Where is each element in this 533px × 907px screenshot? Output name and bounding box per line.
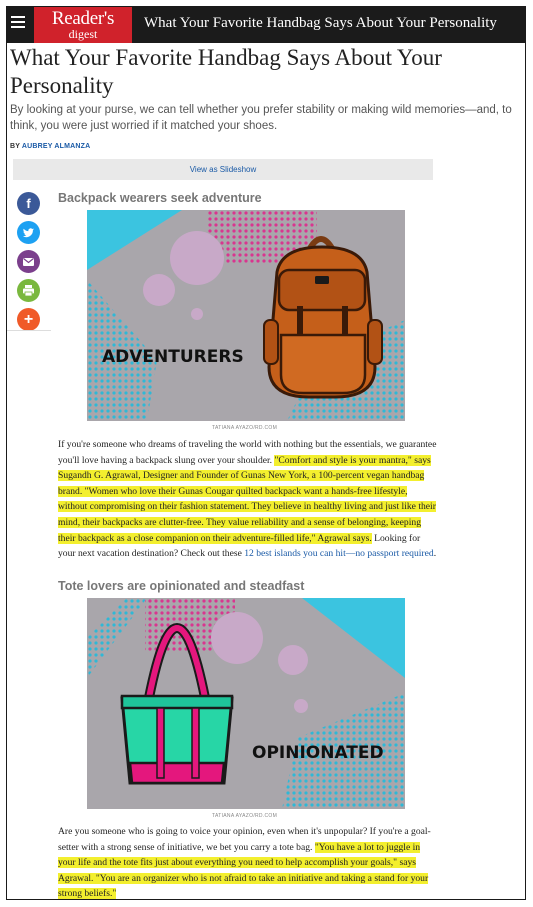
page-title: What Your Favorite Handbag Says About Your Personality [10,45,442,98]
paragraph-text: . [433,548,437,560]
author-link[interactable]: AUBREY ALMANZA [21,143,91,150]
highlighted-quote: "Comfort and style is your mantra," says Sugandh G. Agrawal, Designer and Founder of Gunas New York, a 100-percent vegan handbag brand. "Women who love their Gunas Cougar quilted backpack want a hands-free lifestyle, without compromising on their fashion statement. They believe in healthy living and just like their mind, their backpacks are clutter-free. They value reliability and a sense of belonging, keeping their backpack as a close companion on their adventure-filled life," Agrawal says. [58,454,436,544]
image-credit: TATIANA AYAZO/RD.COM [212,813,278,819]
highlighted-quote: "You have a lot to juggle in your life and the tote fits just about everything you need to help accomplish your goals," says Agrawal. "You are an organizer who is not afraid to take an initiative and taking a stand for your strong beliefs." [58,841,429,900]
twitter-icon [17,221,40,244]
section-paragraph-tote [58,824,438,900]
section-heading-backpack: Backpack wearers seek adventure [58,191,262,205]
opinionated-label: OPINIONATED [252,743,384,763]
byline-prefix: BY [10,143,20,150]
site-header [7,7,525,43]
more-share-button[interactable] [17,308,40,331]
header-article-title: What Your Favorite Handbag Says About Your Personality [144,15,497,31]
readers-digest-logo[interactable] [34,7,132,43]
section-paragraph-backpack [58,437,438,562]
paragraph-text: Looking for your next vacation destination? Check out these [58,532,421,560]
plus-icon: + [23,311,34,328]
adventurers-label: ADVENTURERS [102,347,244,367]
share-rail-divider [7,330,51,331]
printer-icon [17,279,40,302]
print-share-button[interactable] [17,279,40,302]
logo-subtitle: digest [68,27,98,41]
tote-illustration [87,598,405,809]
twitter-share-button[interactable] [17,221,40,244]
islands-link[interactable]: 12 best islands you can hit—no passport required [244,548,434,560]
email-icon [17,250,40,273]
byline [10,143,90,150]
page-frame [6,6,526,900]
logo-wordmark: Reader's [51,8,115,29]
view-as-slideshow-button[interactable]: View as Slideshow [13,159,433,180]
article-dek: By looking at your purse, we can tell whether you prefer stability or making wild memories—and, to think, you were just worried if it matched your shoes. [10,104,512,132]
paragraph-text: If you're someone who dreams of traveling the world with nothing but the essentials, we guarantee you'll love having a backpack slung over your shoulder. [58,439,437,466]
email-share-button[interactable] [17,250,40,273]
facebook-icon: f [26,196,31,211]
paragraph-text: Are you someone who is going to voice your opinion, even when it's unpopular? If you're a goal-setter with a strong sense of initiative, we bet you carry a tote bag. [58,826,431,853]
facebook-share-button[interactable] [17,192,40,215]
backpack-illustration [87,210,405,421]
section-heading-tote: Tote lovers are opinionated and steadfast [58,579,305,593]
image-credit: TATIANA AYAZO/RD.COM [212,425,278,431]
menu-icon[interactable] [11,16,25,30]
backpack-drawing [264,239,382,397]
